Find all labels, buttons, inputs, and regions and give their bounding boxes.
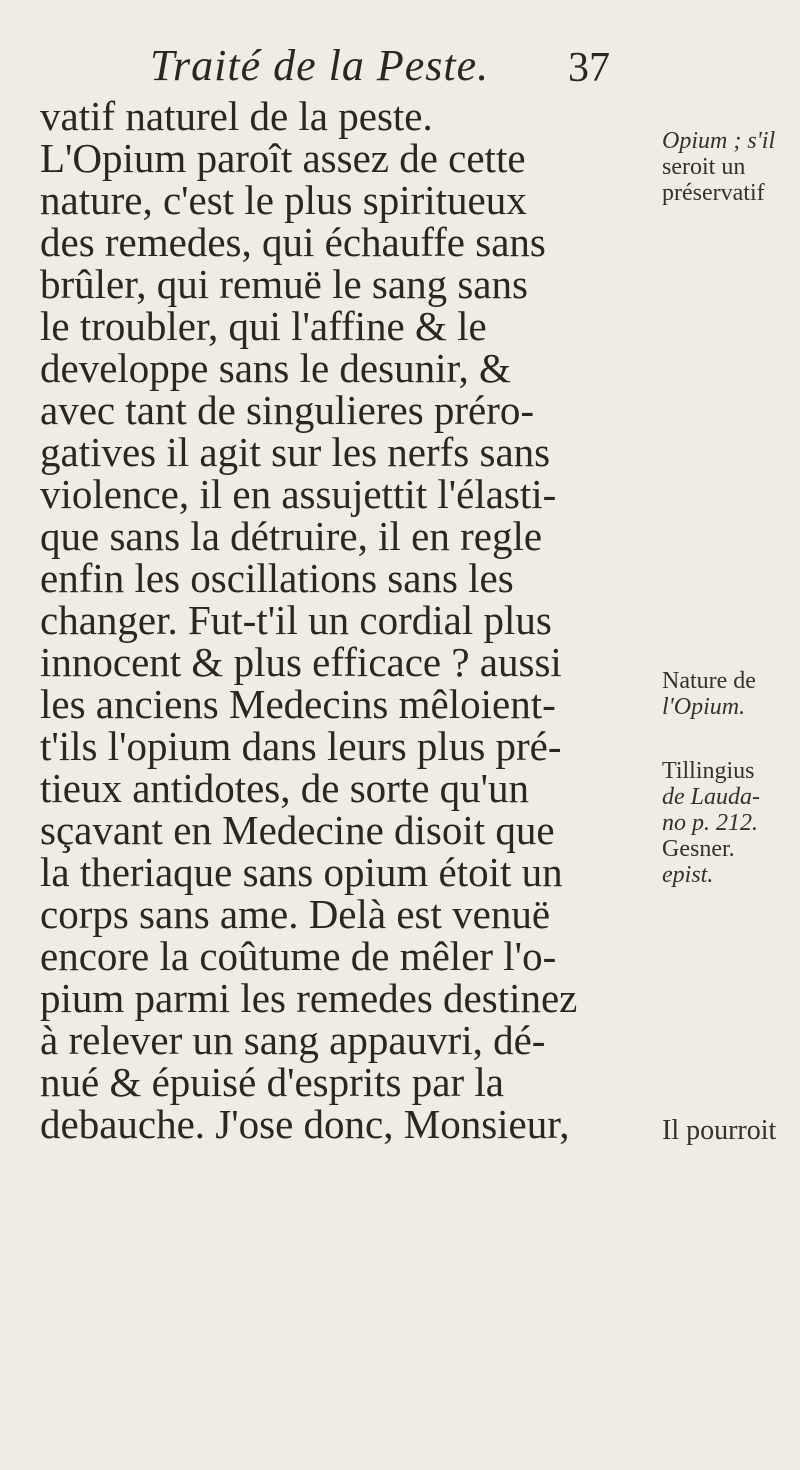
text-line: que sans la détruire, il en regle	[40, 513, 543, 559]
margin-note-line: l'Opium.	[662, 694, 746, 720]
text-line: à relever un sang appauvri, dé-	[40, 1017, 546, 1063]
text-line: les anciens Medecins mêloient-	[40, 681, 556, 727]
text-line: debauche. J'ose donc, Monsieur,	[40, 1101, 570, 1147]
text-line: vatif naturel de la peste.	[40, 93, 433, 139]
margin-note-line: de Lauda-	[662, 784, 760, 810]
text-line: corps sans ame. Delà est venuë	[40, 891, 551, 937]
margin-note-line: Tillingius	[662, 758, 755, 784]
text-line: tieux antidotes, de sorte qu'un	[40, 765, 530, 811]
text-line: enfin les oscillations sans les	[40, 555, 514, 601]
margin-note-opium-preservatif	[662, 128, 800, 206]
text-line: avec tant de singulieres préro-	[40, 387, 535, 433]
margin-note-line: seroit un	[662, 154, 746, 180]
text-line: developpe sans le desunir, &	[40, 345, 511, 391]
margin-note-line: Gesner.	[662, 836, 735, 862]
body-text	[0, 90, 660, 1470]
text-line: des remedes, qui échauffe sans	[40, 219, 546, 265]
running-title: Traité de la Peste.	[150, 41, 490, 90]
margin-note-nature-opium	[662, 668, 800, 720]
margin-note-line: Nature de	[662, 668, 756, 694]
text-line: L'Opium paroît assez de cette	[40, 135, 526, 181]
text-line: nué & épuisé d'esprits par la	[40, 1059, 504, 1105]
margin-note-line: préservatif	[662, 180, 765, 206]
text-line: la theriaque sans opium étoit un	[40, 849, 563, 895]
text-line: gatives il agit sur les nerfs sans	[40, 429, 551, 475]
page-number: 37	[568, 45, 610, 91]
margin-note-line: epist.	[662, 862, 714, 888]
text-line: sçavant en Medecine disoit que	[40, 807, 555, 853]
text-line: le troubler, qui l'affine & le	[40, 303, 487, 349]
text-line: brûler, qui remuë le sang sans	[40, 261, 528, 307]
text-line: encore la coûtume de mêler l'o-	[40, 933, 557, 979]
margin-notes	[660, 0, 800, 1461]
text-line: pium parmi les remedes destinez	[40, 975, 578, 1021]
catchword: Il pourroit	[662, 1115, 777, 1146]
text-line: changer. Fut-t'il un cordial plus	[40, 597, 552, 643]
margin-note-line: Opium ; s'il	[662, 128, 776, 154]
text-line: t'ils l'opium dans leurs plus pré-	[40, 723, 562, 769]
text-line: nature, c'est le plus spiritueux	[40, 177, 527, 223]
text-line: violence, il en assujettit l'élasti-	[40, 471, 557, 517]
margin-note-line: no p. 212.	[662, 810, 758, 836]
margin-note-citation	[662, 758, 800, 888]
text-line: innocent & plus efficace ? aussi	[40, 639, 562, 685]
